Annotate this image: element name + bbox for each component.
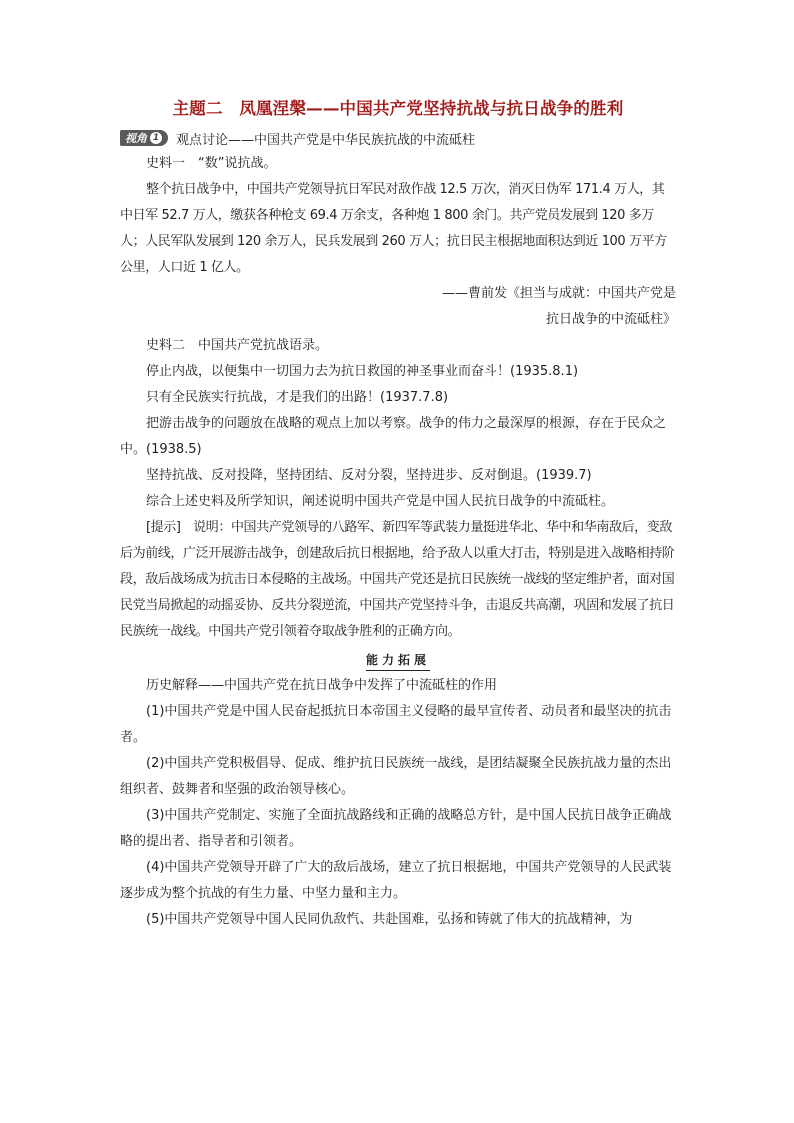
angle-header bbox=[120, 126, 676, 150]
question-text: 综合上述史料及所学知识，阐述说明中国共产党是中国人民抗日战争的中流砥柱。 bbox=[146, 494, 615, 509]
angle-heading: 观点讨论——中国共产党是中华民族抗战的中流砥柱 bbox=[176, 132, 476, 148]
material1-source-line2: 抗日战争的中流砥柱》 bbox=[545, 312, 676, 327]
material1-body: 整个抗日战争中，中国共产党领导抗日军民对敌作战 12.5 万次，消灭日伪军 171.4 万人，其中日军 52.7 万人，缴获各种枪支 69.4 万余支，各种炮 1 800 余门。共产党员发展到 120 多万人；人民军队发展到 120 余万人，民兵发展到 260 万人；抗日民主根据地面积达到近 100 万平方公里，人口近 1 亿人。 bbox=[120, 182, 667, 275]
material2-quote: 停止内战，以便集中一切国力去为抗日救国的神圣事业而奋斗！(1935.8.1) bbox=[146, 364, 579, 379]
material1-source-line1: ——曹前发《担当与成就：中国共产党是 bbox=[441, 286, 676, 301]
material1-heading: 史料一 “数”说抗战。 bbox=[146, 156, 277, 171]
expansion-point: (1)中国共产党是中国人民奋起抵抗日本帝国主义侵略的最早宣传者、动员者和最坚决的抗击者。 bbox=[120, 704, 672, 745]
material2-quote: 把游击战争的问题放在战略的观点上加以考察。战争的伟力之最深厚的根源，存在于民众之中。(1938.5) bbox=[120, 416, 667, 457]
angle-badge-number: 1 bbox=[150, 132, 162, 144]
angle-badge-label: 视角 bbox=[125, 132, 147, 145]
material2-heading: 史料二 中国共产党抗战语录。 bbox=[146, 338, 329, 353]
page-content bbox=[120, 96, 676, 933]
expansion-point: (2)中国共产党积极倡导、促成、维护抗日民族统一战线，是团结凝聚全民族抗战力量的杰出组织者、鼓舞者和坚强的政治领导核心。 bbox=[120, 756, 672, 797]
material2-quote: 只有全民族实行抗战，才是我们的出路！(1937.7.8) bbox=[146, 390, 449, 405]
expansion-point: (5)中国共产党领导中国人民同仇敌忾、共赴国难，弘扬和铸就了伟大的抗战精神，为 bbox=[146, 912, 633, 927]
section-title bbox=[120, 647, 676, 673]
material2-quote: 坚持抗战、反对投降，坚持团结、反对分裂，坚持进步、反对倒退。(1939.7) bbox=[146, 468, 592, 483]
expansion-heading: 历史解释——中国共产党在抗日战争中发挥了中流砥柱的作用 bbox=[146, 678, 498, 693]
page-title: 主题二 凤凰涅槃——中国共产党坚持抗战与抗日战争的胜利 bbox=[172, 99, 624, 118]
hint-text: [提示] 说明：中国共产党领导的八路军、新四军等武装力量挺进华北、华中和华南敌后，变敌后为前线，广泛开展游击战争，创建敌后抗日根据地，给予敌人以重大打击，特别是进入战略相持阶段，敌后战场成为抗击日本侵略的主战场。中国共产党还是抗日民族统一战线的坚定维护者，面对国民党当局掀起的动摇妥协、反共分裂逆流，中国共产党坚持斗争，击退反共高潮，巩固和发展了抗日民族统一战线。中国共产党引领着夺取战争胜利的正确方向。 bbox=[120, 520, 675, 639]
expansion-point: (4)中国共产党领导开辟了广大的敌后战场，建立了抗日根据地，中国共产党领导的人民武装逐步成为整个抗战的有生力量、中坚力量和主力。 bbox=[120, 860, 672, 901]
section-title-text: 能力拓展 bbox=[366, 651, 430, 671]
angle-badge bbox=[120, 130, 168, 146]
expansion-point: (3)中国共产党制定、实施了全面抗战路线和正确的战略总方针，是中国人民抗日战争正确战略的提出者、指导者和引领者。 bbox=[120, 808, 672, 849]
